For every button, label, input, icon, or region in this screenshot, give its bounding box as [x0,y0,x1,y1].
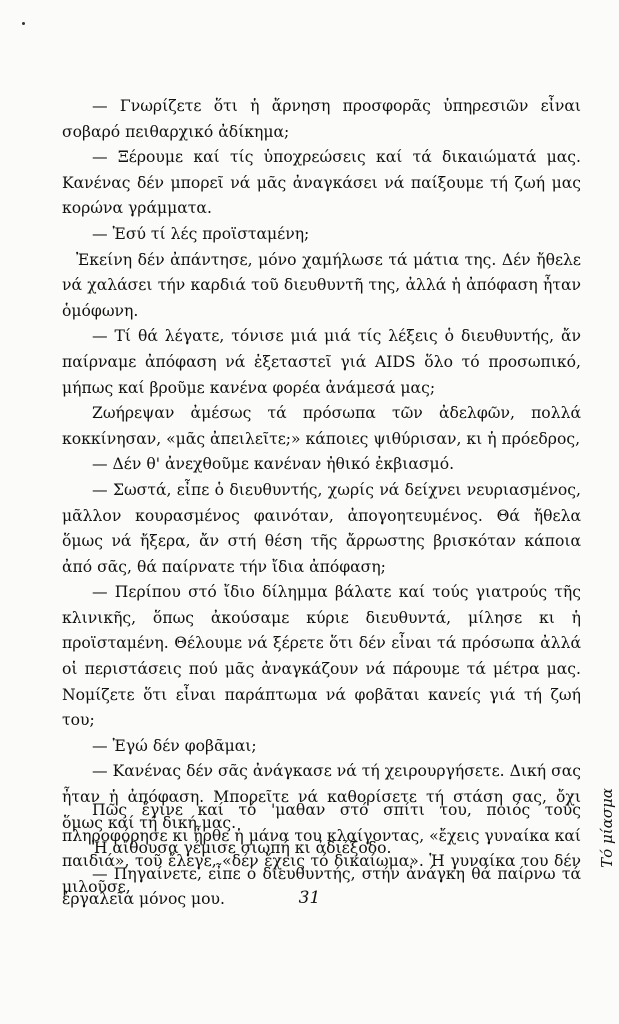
narrative-section [62,798,581,900]
paragraph: — Πηγαίνετε, εἶπε ὁ διευθυντής, στήν ἀνάγκη θά παίρνω τά ἐργαλεῖα μόνος μου. [62,864,581,909]
paragraph: Ἐκείνη δέν ἀπάντησε, μόνο χαμήλωσε τά μάτια της. Δέν ἤθελε νά χαλάσει τήν καρδιά τοῦ διευθυντῆ της, ἀλλά ἡ ἀπόφαση ἦταν ὁμόφωνη. [62,250,581,320]
paragraph: — Σωστά, εἶπε ὁ διευθυντής, χωρίς νά δείχνει νευριασμένος, μᾶλλον κουρασμένος φαινόταν, ἀπογοητευμένος. Θά ἤθελα ὅμως νά ἤξερα, ἄν στή θέση τῆς ἄρρωστης βρισκόταν κάποια ἀπό σᾶς, θά παίρνατε τήν ἴδια ἀπόφαση; [62,480,581,576]
paragraph: — Ἐγώ δέν φοβᾶμαι; [92,736,257,755]
running-head-text: Τό μίασμα [598,788,616,868]
dialogue-section [62,94,581,913]
scan-speck [22,22,25,25]
paragraph: — Περίπου στό ἴδιο δίλημμα βάλατε καί τούς γιατρούς τῆς κλινικῆς, ὅπως ἀκούσαμε κύριε διευθυντά, μίλησε κι ἡ προϊσταμένη. Θέλουμε νά ξέρετε ὅτι δέν εἶναι τά πρόσωπα ἀλλά οἱ περιστάσεις πού μᾶς ἀναγκάζουν νά πάρουμε τά μέτρα μας. Νομίζετε ὅτι εἶναι παράπτωμα νά φοβᾶται κανείς γιά τή ζωή του; [62,583,581,730]
paragraph: — Κανένας δέν σᾶς ἀνάγκασε νά τή χειρουργήσετε. Δική σας ἦταν ἡ ἀπόφαση. Μπορεῖτε νά καθορίσετε τή στάση σας, ὄχι ὅμως καί τή δική μας. [62,762,581,832]
page-number: 31 [298,888,321,908]
paragraph: — Τί θά λέγατε, τόνισε μιά μιά τίς λέξεις ὁ διευθυντής, ἄν παίρναμε ἀπόφαση νά ἐξεταστεῖ γιά AIDS ὅλο τό προσωπικό, μήπως καί βροῦμε κανένα φορέα ἀνάμεσά μας; [62,327,581,397]
paragraph: Πῶς ἔγινε καί τό 'μαθαν στό σπίτι του, ποιός τούς πληροφόρησε κι ἦρθε ἡ μάνα του κλαίγοντας, «ἔχεις γυναίκα καί παιδιά», τοῦ ἔλεγε, «δέν ἔχεις τό δικαίωμα». Ἡ γυναίκα του δέν μιλοῦσε, [62,801,581,896]
paragraph: Ἡ αἴθουσα γέμισε σιωπή κι ἀδιέξοδο. [92,839,392,858]
paragraph: Ζωήρεψαν ἀμέσως τά πρόσωπα τῶν ἀδελφῶν, πολλά κοκκίνησαν, «μᾶς ἀπειλεῖτε;» κάποιες ψιθύρισαν, κι ἡ πρόεδρος, [62,404,581,448]
paragraph: — Γνωρίζετε ὅτι ἡ ἄρνηση προσφορᾶς ὑπηρεσιῶν εἶναι σοβαρό πειθαρχικό ἀδίκημα; [62,97,581,141]
paragraph: — Ἐσύ τί λές προϊσταμένη; [92,224,310,243]
paragraph: — Ξέρουμε καί τίς ὑποχρεώσεις καί τά δικαιώματά μας. Κανένας δέν μπορεῖ νά μᾶς ἀναγκάσει νά παίξουμε τή ζωή μας κορώνα γράμματα. [62,148,581,218]
running-head [596,778,618,878]
paragraph: — Δέν θ' ἀνεχθοῦμε κανέναν ἠθικό ἐκβιασμό. [92,455,455,474]
